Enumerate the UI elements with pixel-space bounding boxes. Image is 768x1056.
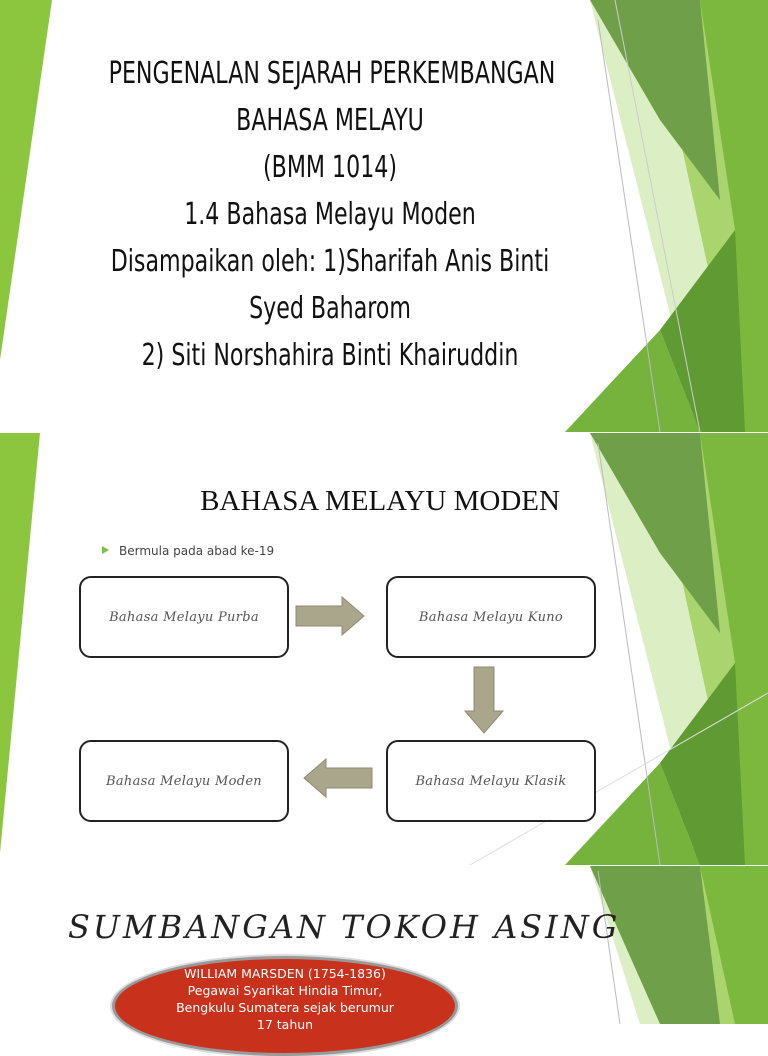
title-line: BAHASA MELAYU	[236, 103, 424, 138]
bullet-icon	[102, 546, 109, 554]
oval-line: 17 tahun	[256, 1017, 314, 1032]
slide-3	[0, 866, 768, 1032]
slide-3-title: SUMBANGAN TOKOH ASING	[68, 908, 621, 946]
title-line: PENGENALAN SEJARAH PERKEMBANGAN	[108, 56, 556, 91]
title-line: 1.4 Bahasa Melayu Moden	[184, 197, 476, 232]
oval-line: WILLIAM MARSDEN (1754-1836)	[184, 966, 386, 981]
slide-2-title: BAHASA MELAYU MODEN	[200, 485, 560, 517]
bullet-text: Bermula pada abad ke-19	[119, 544, 275, 558]
info-oval	[112, 956, 458, 1056]
box-moden: Bahasa Melayu Moden	[79, 740, 289, 822]
oval-line: Pegawai Syarikat Hindia Timur,	[187, 983, 383, 998]
title-line: Disampaikan oleh: 1)Sharifah Anis Binti	[110, 244, 550, 279]
title-line: Syed Baharom	[249, 291, 411, 326]
arrow-down-icon	[463, 665, 505, 735]
oval-line: Bengkulu Sumatera sejak berumur	[176, 1000, 394, 1015]
title-line: (BMM 1014)	[263, 150, 397, 185]
slide-2	[0, 433, 768, 865]
slide-1	[0, 0, 768, 432]
box-purba: Bahasa Melayu Purba	[79, 576, 289, 658]
bullet-item	[102, 544, 274, 558]
slide-1-title	[108, 50, 556, 379]
box-kuno: Bahasa Melayu Kuno	[386, 576, 596, 658]
arrow-right-icon	[294, 595, 366, 637]
arrow-left-icon	[302, 757, 374, 799]
title-line: 2) Siti Norshahira Binti Khairuddin	[141, 338, 519, 373]
box-klasik: Bahasa Melayu Klasik	[386, 740, 596, 822]
